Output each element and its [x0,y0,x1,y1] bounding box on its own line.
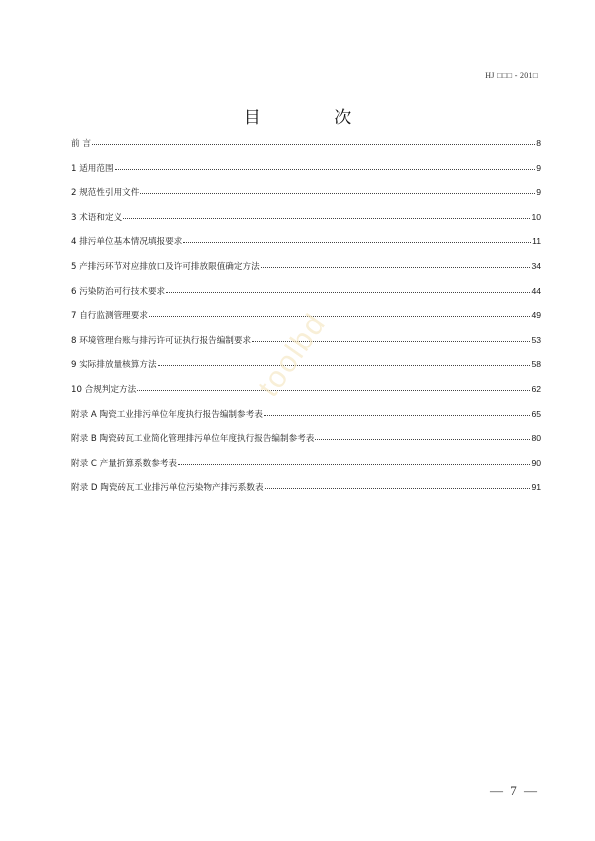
toc-dot-leader [149,315,530,317]
toc-entry[interactable] [71,481,541,506]
toc-entry-page: 65 [531,408,541,419]
toc-dot-leader [137,389,530,391]
toc-entry-label: 7 自行监测管理要求 [71,311,148,322]
toc-dot-leader [166,291,530,293]
toc-entry-label: 4 排污单位基本情况填报要求 [71,237,183,248]
toc-entry-label: 2 规范性引用文件 [71,188,140,199]
toc-title: 目 次 [243,108,386,128]
document-code: HJ □□□ - 201□ [485,71,538,80]
toc-entry-label: 9 实际排放量核算方法 [71,360,157,371]
toc-entry[interactable] [71,260,541,285]
toc-entry-label: 5 产排污环节对应排放口及许可排放限值确定方法 [71,261,260,272]
toc-dot-leader [183,241,531,243]
toc-entry[interactable] [71,408,541,433]
toc-entry-page: 34 [531,260,541,271]
toc-entry[interactable] [71,186,541,211]
toc-dot-leader [315,438,530,440]
toc-entry-page: 44 [531,285,541,296]
toc-entry-page: 62 [531,383,541,394]
toc-dot-leader [178,463,530,465]
toc-dot-leader [123,217,530,219]
toc-entry-page: 11 [532,236,541,247]
toc-entry-label: 附录 A 陶瓷工业排污单位年度执行报告编制参考表 [71,409,263,420]
toc-entry[interactable] [71,162,541,187]
toc-entry-page: 10 [531,211,541,222]
toc-entry-page: 9 [536,187,541,198]
toc-entry-page: 53 [531,334,541,345]
toc-entry-label: 3 术语和定义 [71,212,123,223]
toc-entry[interactable] [71,383,541,408]
toc-entry-page: 91 [531,482,541,493]
toc-entry-page: 49 [531,310,541,321]
toc-dot-leader [92,143,535,145]
toc-entry[interactable] [71,137,541,162]
toc-entry-label: 1 适用范围 [71,163,114,174]
toc-entry-label: 6 污染防治可行技术要求 [71,286,166,297]
toc-entry[interactable] [71,432,541,457]
toc-entry[interactable] [71,285,541,310]
toc-entry-label: 附录 D 陶瓷砖瓦工业排污单位污染物产排污系数表 [71,483,264,494]
toc-entry-page: 8 [536,138,541,148]
toc-entry-page: 90 [531,457,541,468]
toc-entry-label: 8 环境管理台账与排污许可证执行报告编制要求 [71,335,252,346]
toc-entry-label: 附录 B 陶瓷砖瓦工业简化管理排污单位年度执行报告编制参考表 [71,434,315,445]
toc-dot-leader [261,266,531,268]
toc-dot-leader [265,487,531,489]
toc-entry[interactable] [71,235,541,260]
toc-entry-page: 58 [531,359,541,370]
toc-dot-leader [158,364,531,366]
toc-entry-page: 9 [536,162,541,173]
toc-dot-leader [115,168,536,170]
toc-entry-page: 80 [531,433,541,444]
toc-entry-label: 前 言 [71,139,91,149]
toc-entry-label: 附录 C 产量折算系数参考表 [71,458,177,469]
toc-entry-label: 10 合规判定方法 [71,384,137,395]
toc-dot-leader [264,414,531,416]
watermark: toolbd [252,307,333,403]
toc-entry[interactable] [71,211,541,236]
toc-entry[interactable] [71,457,541,482]
toc-dot-leader [140,192,535,194]
page-number: — 7 — [490,783,539,798]
